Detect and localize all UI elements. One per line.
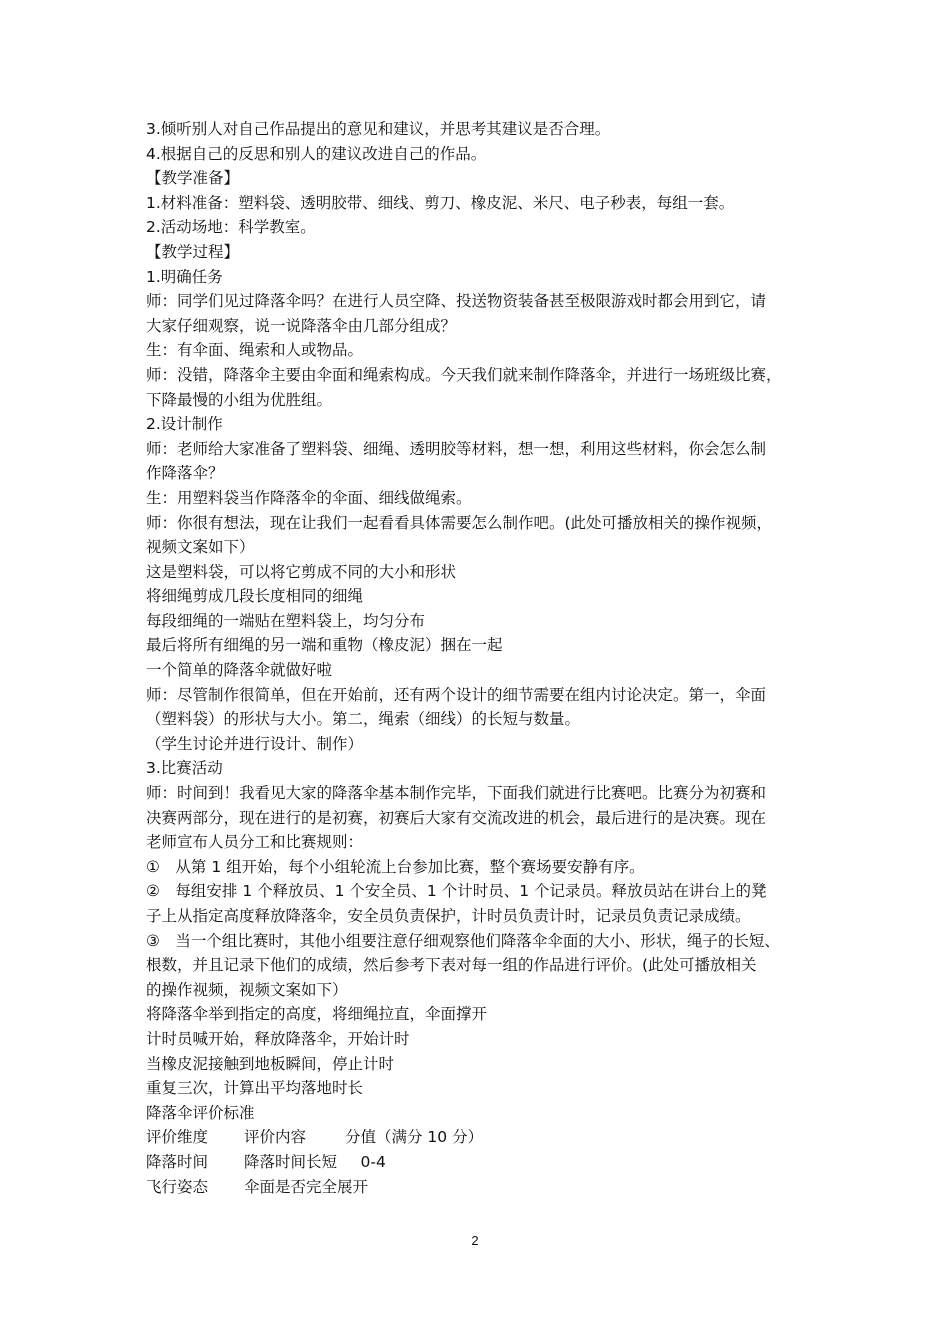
text-line: 3.比赛活动 [146,759,223,778]
text-line: 当橡皮泥接触到地板瞬间，停止计时 [146,1054,395,1073]
text-line: 降落伞评价标准 [146,1103,255,1122]
text-line: 每段细绳的一端贴在塑料袋上，均匀分布 [146,611,426,630]
text-line: 师：老师给大家准备了塑料袋、细绳、透明胶等材料，想一想，利用这些材料，你会怎么制 [146,439,767,458]
text-line: 师：时间到！我看见大家的降落伞基本制作完毕，下面我们就进行比赛吧。比赛分为初赛和 [146,784,767,803]
text-line: 下降最慢的小组为优胜组。 [146,390,333,409]
evaluation-row [146,1150,816,1175]
text-line: 【教学准备】 [146,169,240,188]
text-line: 这是塑料袋，可以将它剪成不同的大小和形状 [146,562,457,581]
text-line: 视频文案如下） [146,538,255,557]
text-line: 1.明确任务 [146,267,223,286]
text-line: 2.活动场地：科学教室。 [146,218,316,237]
evaluation-cell: 伞面是否完全展开 [244,1177,369,1196]
text-line: 【教学过程】 [146,242,240,261]
text-line: 重复三次，计算出平均落地时长 [146,1079,364,1098]
text-line: 将降落伞举到指定的高度，将细绳拉直，伞面撑开 [146,1005,488,1024]
text-line: 师：尽管制作很简单，但在开始前，还有两个设计的细节需要在组内讨论决定。第一，伞面 [146,685,767,704]
text-line: 一个简单的降落伞就做好啦 [146,661,333,680]
text-line: 老师宣布人员分工和比赛规则： [146,833,364,852]
text-line: ② 每组安排 1 个释放员、1 个安全员、1 个计时员、1 个记录员。释放员站在讲台上的凳 [146,882,767,901]
evaluation-cell: 分值（满分 10 分） [345,1128,484,1147]
evaluation-cell: 评价内容 [244,1128,307,1147]
text-line: 生：有伞面、绳索和人或物品。 [146,341,364,360]
text-line: 作降落伞？ [146,464,224,483]
evaluation-cell: 降落时间 [146,1152,209,1171]
text-line: 3.倾听别人对自己作品提出的意见和建议，并思考其建议是否合理。 [146,120,611,138]
evaluation-cell: 评价维度 [146,1128,209,1147]
evaluation-cell: 降落时间长短 [244,1152,338,1171]
text-line: ① 从第 1 组开始，每个小组轮流上台参加比赛，整个赛场要安静有序。 [146,857,645,876]
evaluation-row [146,1175,816,1200]
document-body [146,117,816,1199]
text-line: 师：你很有想法，现在让我们一起看看具体需要怎么制作吧。(此处可播放相关的操作视频， [146,513,773,532]
text-line: 大家仔细观察，说一说降落伞由几部分组成？ [146,316,457,335]
evaluation-row [146,1125,816,1150]
text-line: 子上从指定高度释放降落伞，安全员负责保护，计时员负责计时，记录员负责记录成绩。 [146,907,751,925]
text-line: 2.设计制作 [146,415,223,434]
text-line: 1.材料准备：塑料袋、透明胶带、细线、剪刀、橡皮泥、米尺、电子秒表，每组一套。 [146,193,735,212]
evaluation-cell: 飞行姿态 [146,1177,209,1196]
text-line: 生：用塑料袋当作降落伞的伞面、细线做绳索。 [146,488,472,507]
evaluation-cell: 0-4 [345,1152,386,1171]
text-line: 4.根据自己的反思和别人的建议改进自己的作品。 [146,144,487,163]
text-line: （塑料袋）的形状与大小。第二，绳索（细线）的长短与数量。 [146,710,581,729]
text-line: 根数，并且记录下他们的成绩，然后参考下表对每一组的作品进行评价。(此处可播放相关 [146,956,757,975]
page-number: 2 [471,1233,479,1248]
text-line: 最后将所有细绳的另一端和重物（橡皮泥）捆在一起 [146,636,503,655]
text-line: 将细绳剪成几段长度相同的细绳 [146,587,364,606]
text-line: 师：同学们见过降落伞吗？在进行人员空降、投送物资装备甚至极限游戏时都会用到它，请 [146,292,767,311]
text-line: 的操作视频，视频文案如下） [146,980,348,999]
text-line: 师：没错，降落伞主要由伞面和绳索构成。今天我们就来制作降落伞，并进行一场班级比赛， [146,365,782,384]
text-line: 决赛两部分，现在进行的是初赛，初赛后大家有交流改进的机会，最后进行的是决赛。现在 [146,808,767,827]
text-line: ③ 当一个组比赛时，其他小组要注意仔细观察他们降落伞伞面的大小、形状，绳子的长短、 [146,931,780,950]
text-line: （学生讨论并进行设计、制作） [146,734,364,753]
evaluation-cell [345,1175,495,1200]
text-line: 计时员喊开始，释放降落伞，开始计时 [146,1029,410,1048]
